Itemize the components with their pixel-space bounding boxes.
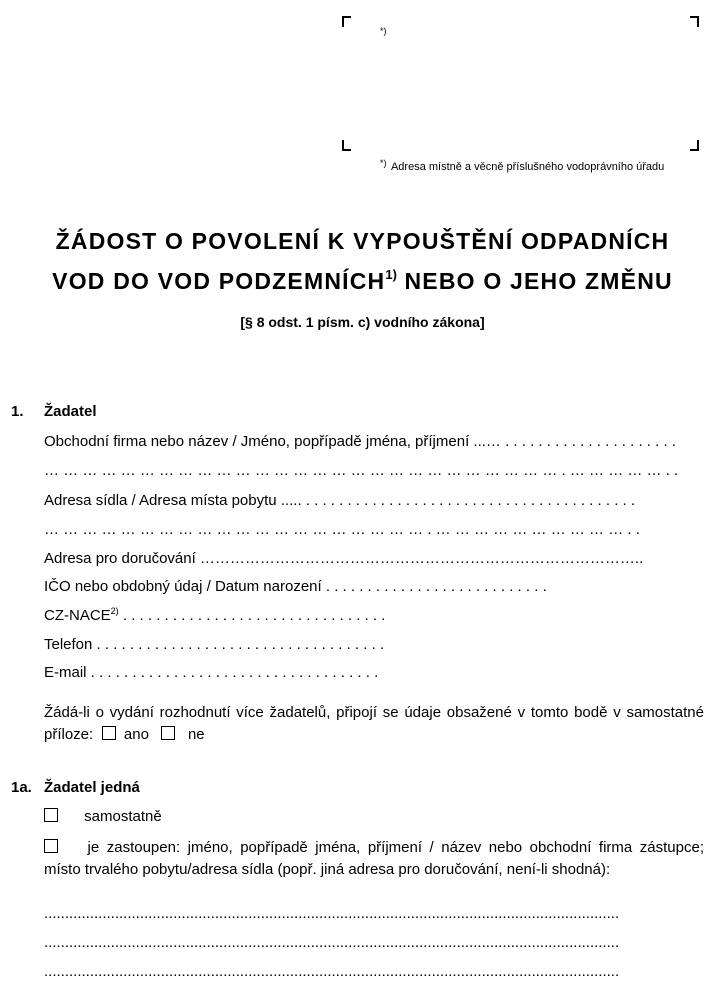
address-box-corner-top-left: [342, 16, 351, 27]
address-field-continuation[interactable]: … … … … … … … … … … … … … … … … … … … … . … … … … … … … … … … . .: [44, 521, 640, 538]
name-field-label: Obchodní firma nebo název / Jméno, popřípadě jména, příjmení: [44, 433, 470, 450]
section-1-heading: Žadatel: [44, 403, 97, 420]
email-field-row: [44, 664, 444, 681]
represented-text: jméno, popřípadě jména, příjmení / název nebo obchodní firma zástupce; místo trvalého pobytu/adresa sídla (popř. jiná adresa pro doručování, není-li shodná):: [44, 839, 704, 878]
nace-field-label: CZ-NACE: [44, 607, 111, 624]
address-field-input[interactable]: ..... . . . . . . . . . . . . . . . . . . . . . . . . . . . . . . . . . . . . . . . .: [276, 492, 636, 509]
page-title-line-2: [0, 268, 725, 295]
address-footnote-mark: *): [380, 158, 387, 168]
address-box-corner-bottom-left: [342, 140, 351, 151]
multi-applicant-yes-label: ano: [123, 726, 149, 743]
multi-applicant-paragraph: [44, 702, 704, 746]
page-title-line-2a: VOD DO VOD PODZEMNÍCH: [52, 268, 386, 294]
phone-field-label: Telefon: [44, 636, 93, 653]
name-field-continuation[interactable]: … … … … … … … … … … … … … … … … … … … … … … … … … … … . … … … … … . .: [44, 462, 679, 479]
section-1a-heading: Žadatel jedná: [44, 779, 140, 796]
email-field-input[interactable]: . . . . . . . . . . . . . . . . . . . . . . . . . . . . . . . . . . .: [86, 664, 379, 681]
name-field-row: [44, 433, 704, 450]
represented-paragraph: [44, 837, 704, 881]
address-footnote-text: Adresa místně a věcně příslušného vodoprávního úřadu: [390, 161, 665, 173]
delivery-field-input[interactable]: ……………………………………………………………………………..: [195, 550, 644, 567]
ico-field-label: IČO nebo obdobný údaj / Datum narození: [44, 578, 322, 595]
representative-line-3[interactable]: ..........................................................................................................................................: [44, 963, 620, 980]
acts-alone-checkbox[interactable]: [44, 808, 58, 822]
represented-lead: je zastoupen:: [87, 839, 181, 856]
nace-field-row: [44, 606, 444, 624]
phone-field-row: [44, 636, 444, 653]
email-field-label: E-mail: [44, 664, 87, 681]
acts-alone-row: [44, 808, 162, 825]
representative-line-1[interactable]: ..........................................................................................................................................: [44, 905, 620, 922]
multi-applicant-yes-checkbox[interactable]: [102, 726, 116, 740]
address-box-star: *): [380, 26, 387, 36]
multi-applicant-no-checkbox[interactable]: [161, 726, 175, 740]
ico-field-input[interactable]: . . . . . . . . . . . . . . . . . . . . . . . . . . .: [321, 578, 547, 595]
section-1a-number: 1a.: [11, 779, 32, 796]
multi-applicant-text: Žádá-li o vydání rozhodnutí více žadatelů, připojí se údaje obsažené v tomto bodě v samostatné příloze:: [44, 704, 704, 743]
page-title-line-2b: NEBO O JEHO ZMĚNU: [396, 268, 673, 294]
representative-line-2[interactable]: ..........................................................................................................................................: [44, 934, 620, 951]
section-1-number: 1.: [11, 403, 24, 420]
page-title-line-1: ŽÁDOST O POVOLENÍ K VYPOUŠTĚNÍ ODPADNÍCH: [55, 228, 670, 254]
phone-field-input[interactable]: . . . . . . . . . . . . . . . . . . . . . . . . . . . . . . . . . . .: [92, 636, 385, 653]
address-field-row: [44, 492, 704, 509]
nace-field-input[interactable]: . . . . . . . . . . . . . . . . . . . . . . . . . . . . . . . .: [118, 607, 386, 624]
page-subtitle: [§ 8 odst. 1 písm. c) vodního zákona]: [240, 314, 485, 330]
address-footnote: [380, 157, 664, 175]
represented-checkbox[interactable]: [44, 839, 58, 853]
nace-footnote-ref: 2): [110, 606, 119, 616]
ico-field-row: [44, 578, 644, 595]
title-footnote-ref: 1): [385, 267, 397, 282]
address-box-corner-top-right: [690, 16, 699, 27]
address-box-corner-bottom-right: [690, 140, 699, 151]
name-field-input[interactable]: ...… . . . . . . . . . . . . . . . . . . . . .: [469, 433, 676, 450]
multi-applicant-no-label: ne: [187, 726, 205, 743]
delivery-field-label: Adresa pro doručování: [44, 550, 196, 567]
address-field-label: Adresa sídla / Adresa místa pobytu: [44, 492, 277, 509]
acts-alone-label: samostatně: [84, 808, 162, 825]
delivery-field-row: [44, 550, 706, 567]
